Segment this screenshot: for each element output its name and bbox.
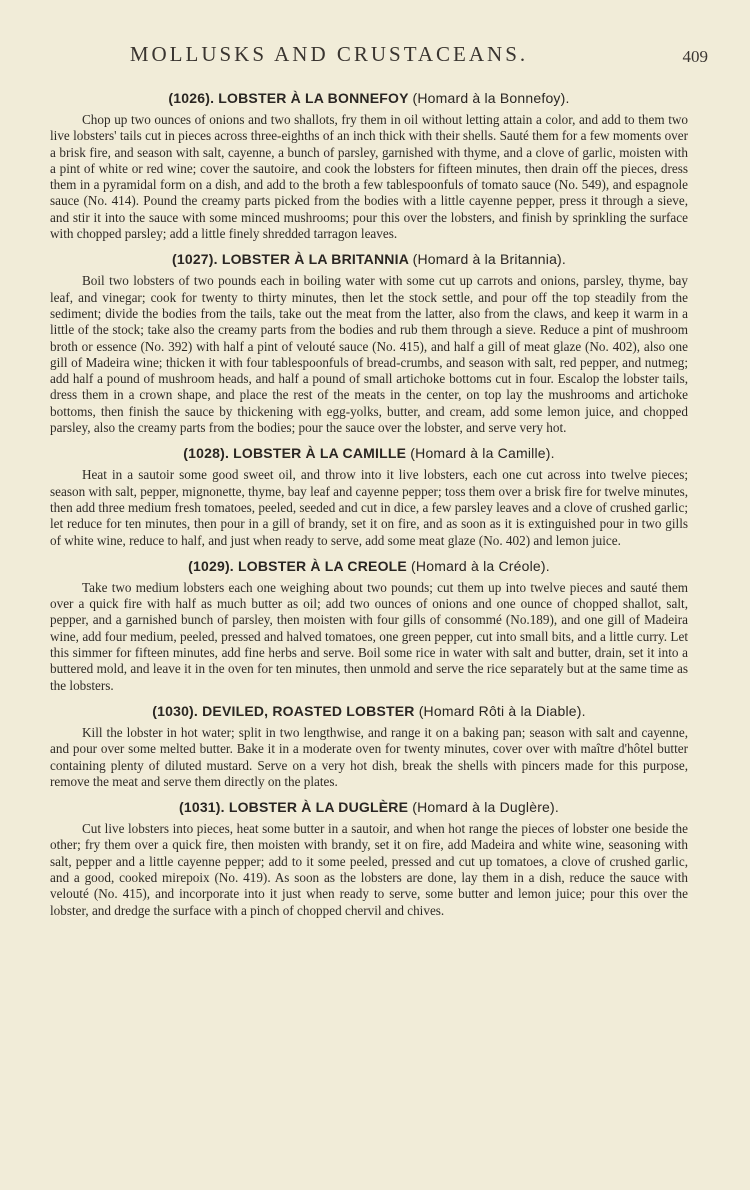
recipe-body: Chop up two ounces of onions and two shallots, fry them in oil without letting attain a color, and add to them two live lobsters' tails cut in pieces across three-eighths of an inch thick with their shells. Sauté them for a few moments over a brisk fire, and season with salt, cayenne, a bunch of parsley, garnished with thyme, and a clove of garlic, moisten with a pint of white or red wine; cover the sautoire, and cook the lobsters for fifteen minutes, then drain off the pieces, dress them in a pyramidal form on a dish, and add to the broth a few tablespoonfuls of tomato sauce (No. 549), and espagnole sauce (No. 414). Pound the creamy parts picked from the bodies with a little cayenne pepper, press it through a sieve, and stir it into the sauce with some minced mushrooms; pour this over the lobsters, and finish by sprinkling the surface with chopped parsley; add a little finely shredded tarragon leaves. bbox=[50, 112, 688, 242]
recipe-french-title: (Homard à la Bonnefoy). bbox=[412, 90, 570, 106]
recipe-1031 bbox=[50, 799, 688, 919]
recipe-title: DEVILED, ROASTED LOBSTER bbox=[202, 702, 415, 719]
recipe-1026 bbox=[50, 90, 688, 242]
recipe-1027 bbox=[50, 251, 688, 436]
recipe-number: (1027). bbox=[171, 251, 218, 268]
recipe-heading bbox=[50, 90, 688, 106]
recipe-french-title: (Homard à la Britannia). bbox=[412, 251, 567, 268]
recipe-heading bbox=[50, 251, 688, 267]
recipe-title: LOBSTER À LA BRITANNIA bbox=[221, 251, 409, 268]
recipe-body: Heat in a sautoir some good sweet oil, and throw into it live lobsters, each one cut across into twelve pieces; season with salt, pepper, mignonette, thyme, bay leaf and cayenne pepper; toss them over a brisk fire for twelve minutes, then add three medium fresh tomatoes, peeled, seeded and cut in dice, a few parsley leaves and a clove of crushed garlic; let reduce for ten minutes, then pour in a gill of brandy, set it on fire, and as soon as it is extinguished pour in two gills of white wine, reduce to half, and just when ready to serve, add some meat glaze (No. 402) and lemon juice. bbox=[50, 467, 688, 548]
recipe-french-title: (Homard à la Camille). bbox=[410, 445, 555, 462]
running-title: MOLLUSKS AND CRUSTACEANS. bbox=[129, 42, 529, 66]
recipe-french-title: (Homard à la Créole). bbox=[411, 557, 550, 574]
recipe-number: (1026). bbox=[168, 90, 215, 106]
recipe-french-title: (Homard Rôti à la Diable). bbox=[418, 702, 586, 719]
recipe-title: LOBSTER À LA CREOLE bbox=[238, 557, 407, 574]
recipe-heading bbox=[50, 445, 688, 461]
recipe-list bbox=[50, 90, 688, 919]
recipe-body: Kill the lobster in hot water; split in two lengthwise, and range it on a baking pan; season with salt and cayenne, and pour over some melted butter. Bake it in a moderate oven for twenty minutes, cover over with maître d'hôtel butter containing plenty of diluted mustard. Serve on a very hot dish, break the shells with pincers made for this purpose, remove the meat and serve them directly on the plates. bbox=[50, 724, 688, 789]
recipe-1029 bbox=[50, 558, 688, 694]
recipe-number: (1031). bbox=[178, 799, 225, 816]
recipe-1028 bbox=[50, 445, 688, 548]
recipe-number: (1028). bbox=[183, 445, 230, 462]
running-head bbox=[50, 0, 708, 66]
recipe-body: Take two medium lobsters each one weighing about two pounds; cut them up into twelve pieces and sauté them over a quick fire with half as much butter as oil; add two ounces of onions and one ounce of chopped shallot, salt, pepper, and a garnished bunch of parsley, then moisten with four gills of consommé (No.189), and one gill of Madeira wine, add four medium, peeled, pressed and halved tomatoes, one green pepper, cut into small bits, and a little curry. Let this simmer for fifteen minutes, add fine herbs and serve. Boil some rice in water with salt and butter, drain, set it into a buttered mold, and leave it in the oven for ten minutes, then unmold and serve the rice separately but at the same time as the lobsters. bbox=[50, 579, 688, 693]
recipe-french-title: (Homard à la Duglère). bbox=[412, 799, 559, 816]
recipe-title: LOBSTER À LA BONNEFOY bbox=[218, 90, 409, 106]
recipe-number: (1029). bbox=[188, 557, 234, 574]
recipe-body: Boil two lobsters of two pounds each in boiling water with some cut up carrots and onions, parsley, thyme, bay leaf, and vinegar; cook for twenty to thirty minutes, then let the stock settle, and pour off the top steadily from the sediment; divide the bodies from the tails, take out the meat from the latter, also from the claws, and keep it warm in a little of the stock; take also the creamy parts from the bodies and rub them through a sieve. Reduce a pint of mushroom broth or essence (No. 392) with half a pint of velouté sauce (No. 415), and half a gill of meat glaze (No. 402), also one gill of Madeira wine; thicken it with four tablespoonfuls of bread-crumbs, and season with salt, red pepper, and nutmeg; add half a pound of mushroom heads, and half a pound of small artichoke bottoms cut in four. Escalop the lobster tails, dress them in a crown shape, and place the rest of the meats in the center, on top lay the mushrooms and artichoke bottoms, then finish the sauce by thickening with egg-yolks, butter, and cream, add some lemon juice, and chopped parsley, also the creamy parts from the bodies; pour the sauce over the lobster, and serve very hot. bbox=[50, 273, 688, 436]
recipe-heading bbox=[50, 799, 688, 815]
recipe-number: (1030). bbox=[152, 702, 199, 719]
recipe-title: LOBSTER À LA CAMILLE bbox=[233, 445, 407, 462]
recipe-title: LOBSTER À LA DUGLÈRE bbox=[228, 799, 409, 816]
recipe-body: Cut live lobsters into pieces, heat some butter in a sautoir, and when hot range the pieces of lobster one beside the other; fry them over a quick fire, then moisten with brandy, set it on fire, add Madeira and white wine, seasoning with salt, pepper and a little cayenne pepper; add to it some peeled, pressed and cut up tomatoes, a clove of crushed garlic, and a good, cooked mirepoix (No. 419). As soon as the lobsters are done, lay them in a dish, reduce the sauce with velouté (No. 415), and incorporate into it just when ready to serve, some butter and lemon juice; pour this over the lobster, and dredge the surface with a pinch of chopped chervil and chives. bbox=[50, 821, 688, 918]
recipe-heading bbox=[50, 558, 688, 574]
recipe-1030 bbox=[50, 703, 688, 790]
recipe-heading bbox=[50, 703, 688, 719]
page-number: 409 bbox=[682, 47, 708, 66]
